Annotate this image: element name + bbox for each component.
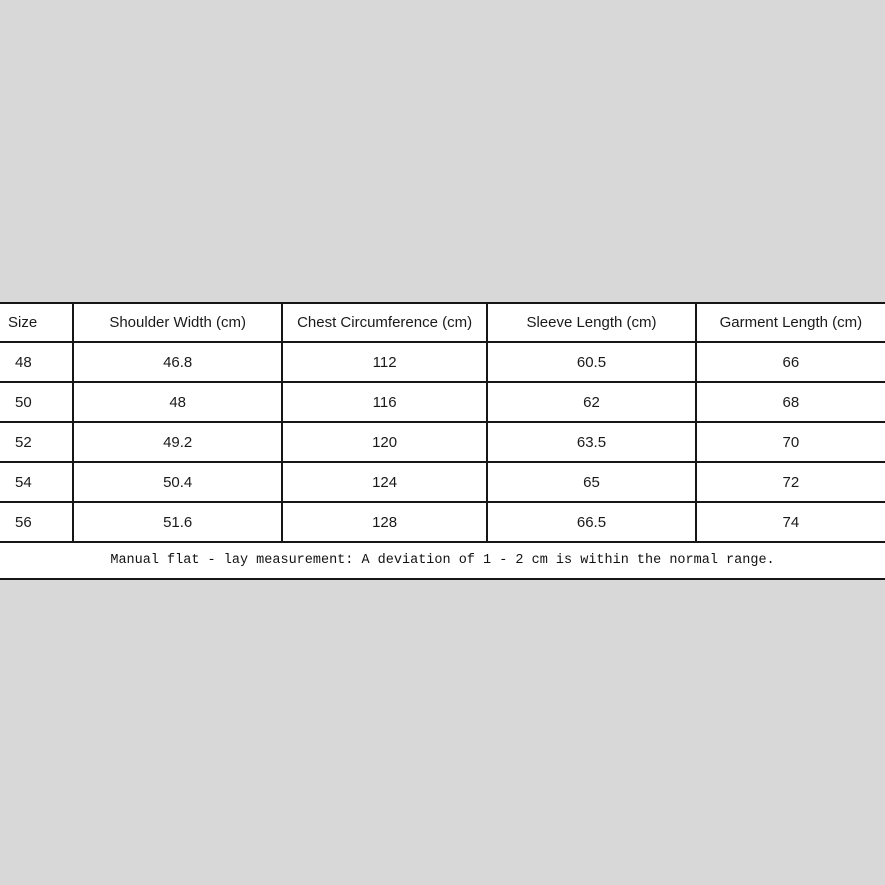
table-row — [0, 342, 885, 382]
table-cell: 63.5 — [487, 422, 695, 462]
background-bottom — [0, 580, 885, 883]
table-cell: 66 — [696, 342, 885, 382]
table-note-row — [0, 542, 885, 579]
table-header-row — [0, 303, 885, 342]
table-cell: 65 — [487, 462, 695, 502]
table-row — [0, 382, 885, 422]
table-row — [0, 502, 885, 542]
table-cell: 54 — [0, 462, 73, 502]
measurement-note: Manual flat - lay measurement: A deviation of 1 - 2 cm is within the normal range. — [0, 542, 885, 579]
table-cell: 72 — [696, 462, 885, 502]
table-cell: 66.5 — [487, 502, 695, 542]
table-cell: 48 — [73, 382, 281, 422]
table-cell: 50 — [0, 382, 73, 422]
table-cell: 50.4 — [73, 462, 281, 502]
table-cell: 46.8 — [73, 342, 281, 382]
table-cell: 68 — [696, 382, 885, 422]
table-cell: 56 — [0, 502, 73, 542]
table-cell: 51.6 — [73, 502, 281, 542]
header-shoulder-width: Shoulder Width (cm) — [73, 303, 281, 342]
table-cell: 48 — [0, 342, 73, 382]
header-chest-circumference: Chest Circumference (cm) — [282, 303, 487, 342]
header-size: Size — [0, 303, 73, 342]
table-cell: 49.2 — [73, 422, 281, 462]
background-top — [0, 0, 885, 302]
table-cell: 120 — [282, 422, 487, 462]
table-cell: 124 — [282, 462, 487, 502]
header-garment-length: Garment Length (cm) — [696, 303, 885, 342]
size-chart-table — [0, 302, 885, 580]
table-cell: 128 — [282, 502, 487, 542]
table-cell: 60.5 — [487, 342, 695, 382]
table-cell: 70 — [696, 422, 885, 462]
table-cell: 116 — [282, 382, 487, 422]
table-cell: 112 — [282, 342, 487, 382]
table-cell: 74 — [696, 502, 885, 542]
table-cell: 52 — [0, 422, 73, 462]
table-row — [0, 422, 885, 462]
header-sleeve-length: Sleeve Length (cm) — [487, 303, 695, 342]
table-cell: 62 — [487, 382, 695, 422]
table-row — [0, 462, 885, 502]
